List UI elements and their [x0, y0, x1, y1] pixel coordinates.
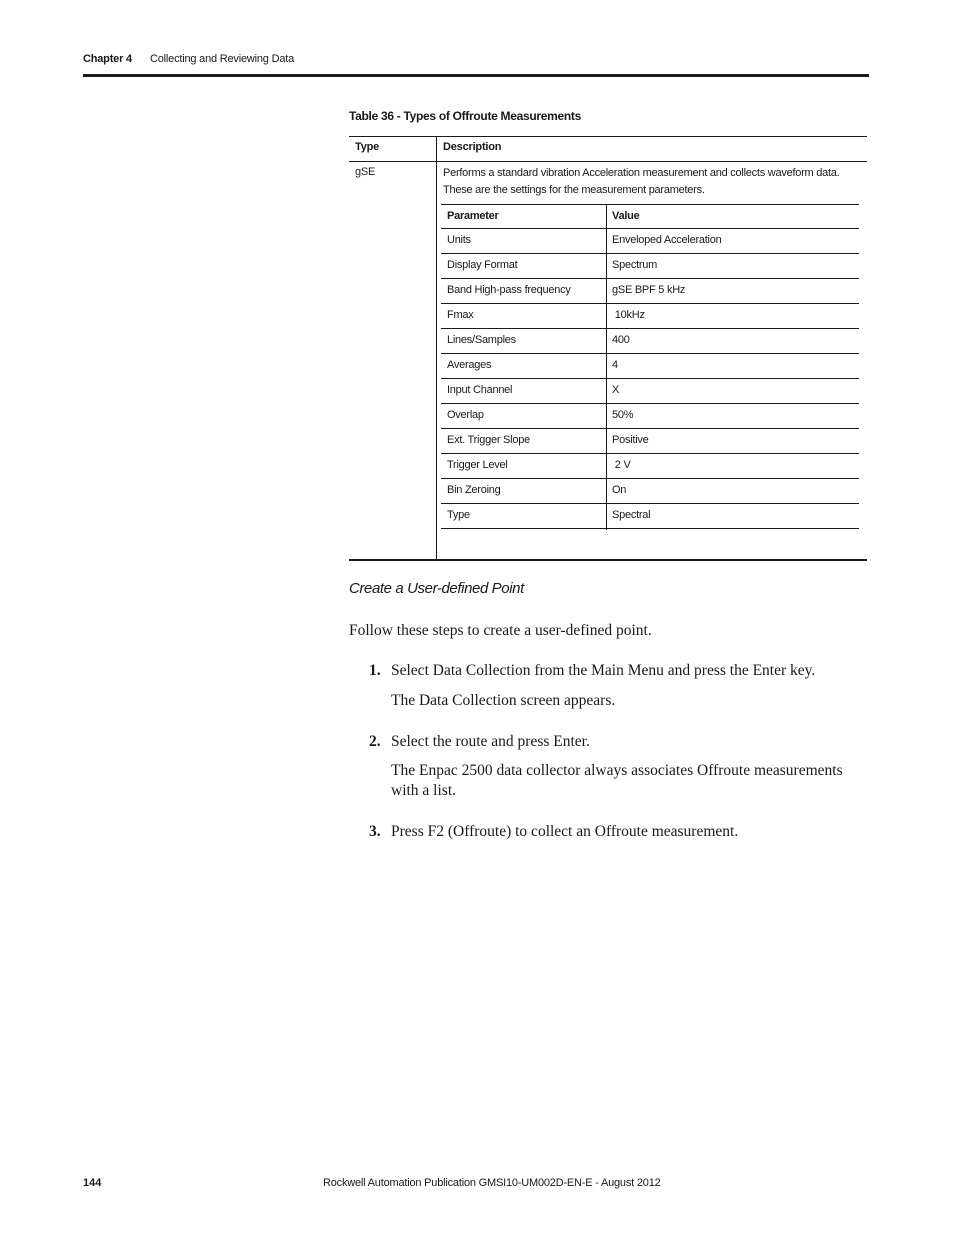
table-title: Table 36 - Types of Offroute Measurements [349, 109, 581, 123]
parameter-name: Units [447, 234, 471, 246]
parameter-value: Spectral [612, 509, 651, 521]
description-line: Performs a standard vibration Acceleration measurement and collects waveform data. [443, 167, 840, 179]
parameter-value: 50% [612, 409, 634, 421]
parameter-name: Bin Zeroing [447, 484, 501, 496]
step-2 [369, 732, 590, 752]
parameter-name: Trigger Level [447, 459, 508, 471]
description-cell [443, 165, 839, 199]
section-heading: Create a User-defined Point [349, 580, 524, 597]
table-row [441, 404, 859, 429]
parameter-name: Type [447, 509, 470, 521]
chapter-label: Chapter 4 [83, 53, 132, 65]
parameter-name: Overlap [447, 409, 484, 421]
parameter-value: On [612, 484, 627, 496]
parameter-name: Fmax [447, 309, 474, 321]
step-text: Press F2 (Offroute) to collect an Offroute measurement. [391, 823, 739, 840]
parameter-value: 10kHz [612, 309, 645, 321]
step-text: Select Data Collection from the Main Menu and press the Enter key. [391, 662, 816, 679]
step-text: Select the route and press Enter. [391, 733, 590, 750]
parameter-value: Enveloped Acceleration [612, 234, 722, 246]
step-1-result: The Data Collection screen appears. [391, 692, 616, 709]
step-number: 1. [369, 662, 381, 679]
column-divider [436, 136, 437, 560]
parameter-value: Spectrum [612, 259, 658, 271]
table-bottom-rule [349, 559, 867, 561]
parameter-header-row [441, 204, 859, 229]
column-header-type: Type [355, 141, 380, 153]
chapter-title: Collecting and Reviewing Data [150, 53, 295, 65]
table-row [441, 304, 859, 329]
running-header [83, 53, 295, 65]
page-number: 144 [83, 1177, 102, 1189]
parameter-name: Averages [447, 359, 492, 371]
parameter-name: Ext. Trigger Slope [447, 434, 530, 446]
table-header-rule [349, 161, 867, 162]
table-row [441, 479, 859, 504]
parameter-value: Positive [612, 434, 649, 446]
table-row [441, 379, 859, 404]
parameter-value: 4 [612, 359, 618, 371]
parameter-name: Input Channel [447, 384, 513, 396]
table-row [441, 354, 859, 379]
parameter-table [441, 204, 859, 529]
column-header-description: Description [443, 141, 502, 153]
step-1 [369, 661, 815, 681]
table-top-rule [349, 136, 867, 137]
type-cell: gSE [355, 166, 376, 178]
table-row [441, 429, 859, 454]
parameter-value: 400 [612, 334, 630, 346]
step-3 [369, 822, 738, 842]
parameter-name: Lines/Samples [447, 334, 516, 346]
intro-paragraph: Follow these steps to create a user-defined point. [349, 622, 652, 639]
parameter-value: 2 V [612, 459, 631, 471]
description-line: These are the settings for the measurement parameters. [443, 184, 705, 196]
column-header-parameter: Parameter [447, 210, 499, 222]
table-row [441, 254, 859, 279]
parameter-value: X [612, 384, 620, 396]
step-number: 2. [369, 733, 381, 750]
header-rule [83, 74, 869, 77]
table-row [441, 229, 859, 254]
column-header-value: Value [612, 210, 640, 222]
table-row [441, 279, 859, 304]
table-row [441, 504, 859, 529]
table-row [441, 329, 859, 354]
parameter-value: gSE BPF 5 kHz [612, 284, 686, 296]
parameter-name: Band High-pass frequency [447, 284, 571, 296]
step-2-result: The Enpac 2500 data collector always associates Offroute measurements with a list. [391, 762, 843, 799]
step-number: 3. [369, 823, 381, 840]
table-row [441, 454, 859, 479]
publication-info: Rockwell Automation Publication GMSI10-UM002D-EN-E - August 2012 [323, 1177, 661, 1189]
parameter-name: Display Format [447, 259, 518, 271]
